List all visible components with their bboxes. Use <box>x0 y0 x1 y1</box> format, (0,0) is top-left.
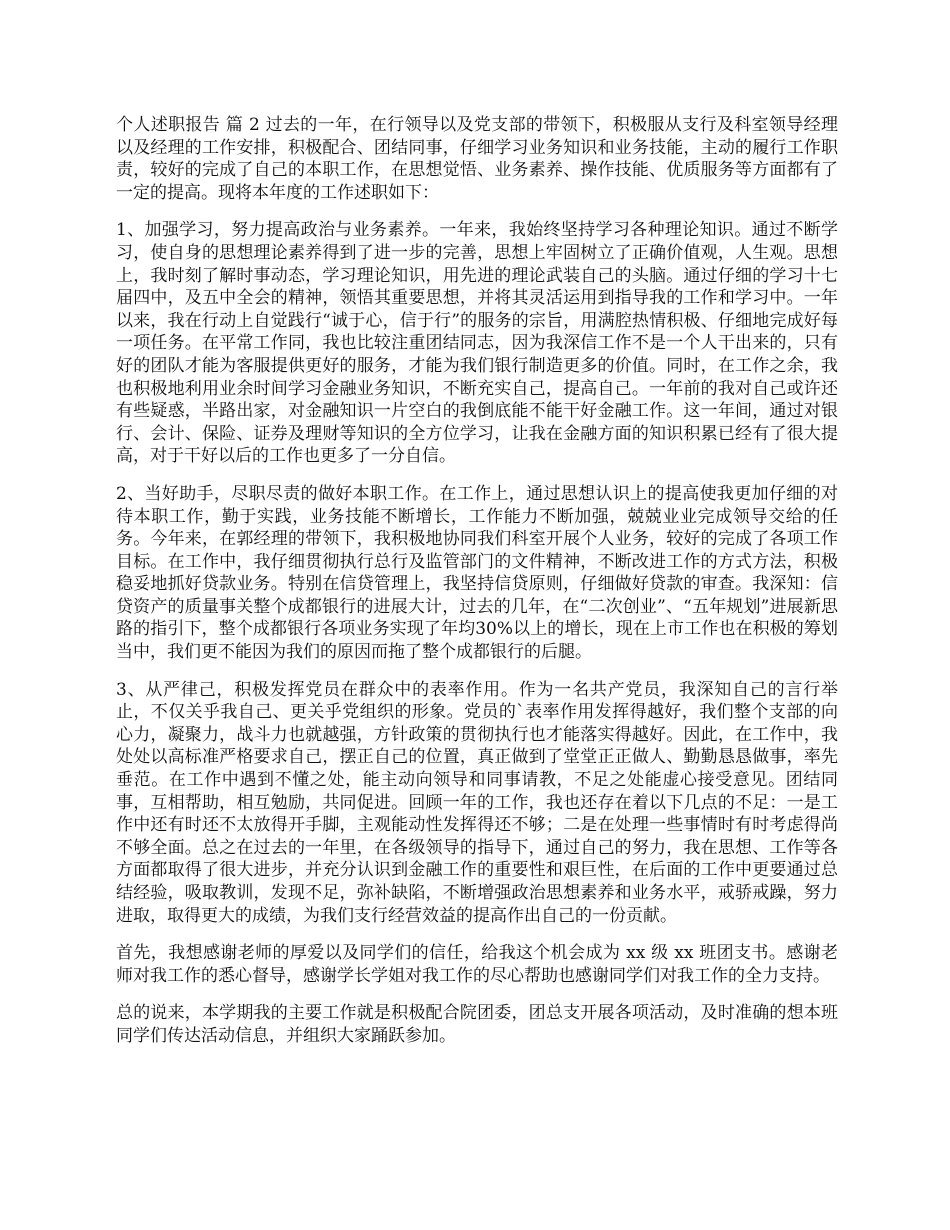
paragraph-study: 1、加强学习，努力提高政治与业务素养。一年来，我始终坚持学习各种理论知识。通过不断学习，使自身的思想理论素养得到了进一步的完善，思想上牢固树立了正确价值观，人生观。思想上，我时刻了解时事动态，学习理论知识，用先进的理论武装自己的头脑。通过仔细的学习十七届四中，及五中全会的精神，领悟其重要思想，并将其灵活运用到指导我的工作和学习中。一年以来，我在行动上自觉践行“诚于心，信于行”的服务的宗旨，用满腔热情积极、仔细地完成好每一项任务。在平常工作同，我也比较注重团结同志，因为我深信工作不是一个人干出来的，只有好的团队才能为客服提供更好的服务，才能为我们银行制造更多的价值。同时，在工作之余，我也积极地利用业余时间学习金融业务知识，不断充实自己，提高自己。一年前的我对自己或许还有些疑惑，半路出家，对金融知识一片空白的我倒底能不能干好金融工作。这一年间，通过对银行、会计、保险、证券及理财等知识的全方位学习，让我在金融方面的知识积累已经有了很大提高，对于干好以后的工作也更多了一分自信。 <box>116 220 838 467</box>
document-body <box>116 114 838 1063</box>
paragraph-intro: 个人述职报告 篇 2 过去的一年，在行领导以及党支部的带领下，积极服从支行及科室领导经理以及经理的工作安排，积极配合、团结同事，仔细学习业务知识和业务技能，主动的履行工作职责，较好的完成了自己的本职工作，在思想觉悟、业务素养、操作技能、优质服务等方面都有了一定的提高。现将本年度的工作述职如下： <box>116 115 838 203</box>
paragraph-summary: 总的说来，本学期我的主要工作就是积极配合院团委，团总支开展各项活动，及时准确的想本班同学们传达活动信息，并组织大家踊跃参加。 <box>116 1003 838 1046</box>
paragraph-thanks: 首先，我想感谢老师的厚爱以及同学们的信任，给我这个机会成为 xx 级 xx 班团支书。感谢老师对我工作的悉心督导，感谢学长学姐对我工作的尽心帮助也感谢同学们对我工作的全力支持。 <box>116 943 838 986</box>
paragraph-discipline: 3、从严律己，积极发挥党员在群众中的表率作用。作为一名共产党员，我深知自己的言行举止，不仅关乎我自己、更关乎党组织的形象。党员的`表率作用发挥得越好，我们整个支部的向心力，凝聚力，战斗力也就越强，方针政策的贯彻执行也才能落实得越好。因此，在工作中，我处处以高标准严格要求自己，摆正自己的位置，真正做到了堂堂正正做人、勤勤恳恳做事，率先垂范。在工作中遇到不懂之处，能主动向领导和同事请教，不足之处能虚心接受意见。团结同事，互相帮助，相互勉励，共同促进。回顾一年的工作，我也还存在着以下几点的不足：一是工作中还有时还不太放得开手脚，主观能动性发挥得还不够；二是在处理一些事情时有时考虑得尚不够全面。总之在过去的一年里，在各级领导的指导下，通过自己的努力，我在思想、工作等各方面都取得了很大进步，并充分认识到金融工作的重要性和艰巨性，在后面的工作中更要通过总结经验，吸取教训，发现不足，弥补缺陷，不断增强政治思想素养和业务水平，戒骄戒躁，努力进取，取得更大的成绩，为我们支行经营效益的提高作出自己的一份贡献。 <box>116 679 838 926</box>
paragraph-duties: 2、当好助手，尽职尽责的做好本职工作。在工作上，通过思想认识上的提高使我更加仔细的对待本职工作，勤于实践，业务技能不断增长，工作能力不断加强，兢兢业业完成领导交给的任务。今年来，在郭经理的带领下，我积极地协同我们科室开展个人业务，较好的完成了各项工作目标。在工作中，我仔细贯彻执行总行及监管部门的文件精神，不断改进工作的方式方法，积极稳妥地抓好贷款业务。特别在信贷管理上，我坚持信贷原则，仔细做好贷款的审查。我深知：信贷资产的质量事关整个成都银行的进展大计，过去的几年，在“二次创业”、“五年规划”进展新思路的指引下，整个成都银行各项业务实现了年均30%以上的增长，现在上市工作也在积极的筹划当中，我们更不能因为我们的原因而拖了整个成都银行的后腿。 <box>116 483 838 663</box>
